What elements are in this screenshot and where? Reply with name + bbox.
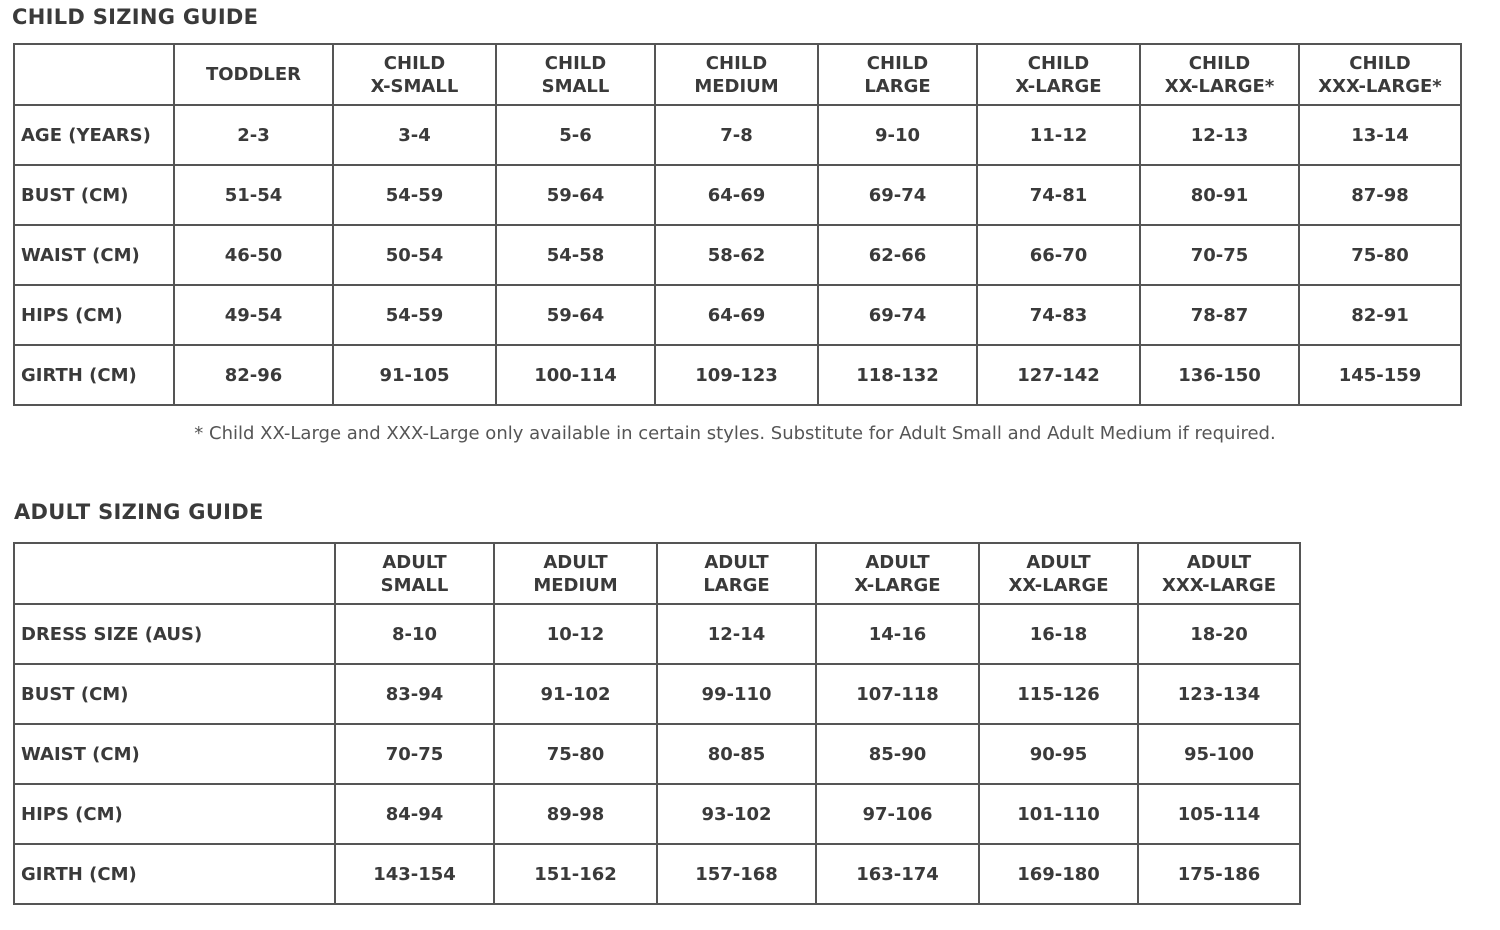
size-value-cell: 75-80 <box>494 724 657 784</box>
table-row <box>14 664 1300 724</box>
size-value-cell: 18-20 <box>1138 604 1300 664</box>
size-header-cell <box>977 44 1140 105</box>
header-line: ADULT <box>382 551 447 573</box>
size-value-cell: 85-90 <box>816 724 979 784</box>
header-line: X-SMALL <box>370 75 459 97</box>
row-label: AGE (YEARS) <box>14 105 174 165</box>
size-value-cell: 136-150 <box>1140 345 1299 405</box>
size-value-cell: 157-168 <box>657 844 816 904</box>
size-value-cell: 105-114 <box>1138 784 1300 844</box>
size-value-cell: 100-114 <box>496 345 655 405</box>
adult-sizing-table <box>13 542 1301 905</box>
header-line: CHILD <box>705 52 768 74</box>
table-row <box>14 105 1461 165</box>
size-value-cell: 90-95 <box>979 724 1138 784</box>
header-line: ADULT <box>1186 551 1252 573</box>
size-value-cell: 82-96 <box>174 345 333 405</box>
header-line: CHILD <box>866 52 929 74</box>
size-value-cell: 59-64 <box>496 285 655 345</box>
table-header-row <box>14 44 1461 105</box>
header-corner-cell <box>14 44 174 105</box>
header-line: CHILD <box>1188 52 1251 74</box>
row-label: WAIST (CM) <box>14 225 174 285</box>
header-line: CHILD <box>1349 52 1411 74</box>
size-value-cell: 58-62 <box>655 225 818 285</box>
size-value-cell: 82-91 <box>1299 285 1461 345</box>
header-line: TODDLER <box>205 64 302 85</box>
size-value-cell: 12-13 <box>1140 105 1299 165</box>
size-value-cell: 70-75 <box>335 724 494 784</box>
size-value-cell: 74-81 <box>977 165 1140 225</box>
size-value-cell: 59-64 <box>496 165 655 225</box>
size-value-cell: 66-70 <box>977 225 1140 285</box>
size-value-cell: 51-54 <box>174 165 333 225</box>
table-row <box>14 604 1300 664</box>
size-value-cell: 74-83 <box>977 285 1140 345</box>
header-line: LARGE <box>703 574 770 596</box>
size-value-cell: 84-94 <box>335 784 494 844</box>
size-value-cell: 69-74 <box>818 165 977 225</box>
header-line: MEDIUM <box>694 75 779 97</box>
header-line: LARGE <box>864 75 931 97</box>
size-value-cell: 2-3 <box>174 105 333 165</box>
size-value-cell: 54-58 <box>496 225 655 285</box>
size-value-cell: 118-132 <box>818 345 977 405</box>
size-value-cell: 163-174 <box>816 844 979 904</box>
size-value-cell: 64-69 <box>655 165 818 225</box>
table-row <box>14 285 1461 345</box>
size-header-cell <box>1299 44 1461 105</box>
header-line: XX-LARGE* <box>1164 75 1275 97</box>
size-value-cell: 69-74 <box>818 285 977 345</box>
header-line: MEDIUM <box>533 574 618 596</box>
table-row <box>14 784 1300 844</box>
size-value-cell: 80-85 <box>657 724 816 784</box>
size-value-cell: 9-10 <box>818 105 977 165</box>
size-value-cell: 145-159 <box>1299 345 1461 405</box>
size-header-cell <box>494 543 657 604</box>
size-value-cell: 62-66 <box>818 225 977 285</box>
size-header-cell <box>979 543 1138 604</box>
size-value-cell: 123-134 <box>1138 664 1300 724</box>
size-header-cell <box>655 44 818 105</box>
header-corner-cell <box>14 543 335 604</box>
size-value-cell: 8-10 <box>335 604 494 664</box>
size-header-cell <box>496 44 655 105</box>
size-value-cell: 54-59 <box>333 165 496 225</box>
size-header-cell <box>1138 543 1300 604</box>
header-line: XX-LARGE <box>1008 574 1109 596</box>
header-line: ADULT <box>865 551 930 573</box>
header-line: XXX-LARGE* <box>1318 75 1442 97</box>
header-line: SMALL <box>541 75 610 97</box>
adult-section-title: ADULT SIZING GUIDE <box>14 500 264 524</box>
size-value-cell: 7-8 <box>655 105 818 165</box>
size-value-cell: 54-59 <box>333 285 496 345</box>
size-value-cell: 169-180 <box>979 844 1138 904</box>
table-row <box>14 345 1461 405</box>
size-header-cell <box>335 543 494 604</box>
size-header-cell <box>333 44 496 105</box>
size-value-cell: 107-118 <box>816 664 979 724</box>
size-value-cell: 87-98 <box>1299 165 1461 225</box>
size-header-cell <box>657 543 816 604</box>
size-value-cell: 3-4 <box>333 105 496 165</box>
row-label: BUST (CM) <box>14 165 174 225</box>
size-value-cell: 89-98 <box>494 784 657 844</box>
header-line: CHILD <box>544 52 607 74</box>
size-value-cell: 12-14 <box>657 604 816 664</box>
header-line: SMALL <box>380 574 449 596</box>
size-value-cell: 95-100 <box>1138 724 1300 784</box>
size-value-cell: 75-80 <box>1299 225 1461 285</box>
header-line: X-LARGE <box>854 574 941 596</box>
size-value-cell: 101-110 <box>979 784 1138 844</box>
child-sizing-table <box>13 43 1462 406</box>
table-row <box>14 165 1461 225</box>
row-label: HIPS (CM) <box>14 285 174 345</box>
row-label: GIRTH (CM) <box>14 844 335 904</box>
size-value-cell: 80-91 <box>1140 165 1299 225</box>
table-header-row <box>14 543 1300 604</box>
size-value-cell: 50-54 <box>333 225 496 285</box>
size-value-cell: 97-106 <box>816 784 979 844</box>
size-value-cell: 10-12 <box>494 604 657 664</box>
header-line: CHILD <box>1027 52 1090 74</box>
footnote: * Child XX-Large and XXX-Large only available in certain styles. Substitute for Adult Small and Adult Medium if required. <box>194 423 1276 444</box>
size-header-cell <box>1140 44 1299 105</box>
header-line: ADULT <box>704 551 769 573</box>
size-value-cell: 5-6 <box>496 105 655 165</box>
size-value-cell: 70-75 <box>1140 225 1299 285</box>
size-value-cell: 115-126 <box>979 664 1138 724</box>
size-value-cell: 109-123 <box>655 345 818 405</box>
header-line: XXX-LARGE <box>1162 574 1276 596</box>
header-line: CHILD <box>383 52 446 74</box>
header-line: ADULT <box>543 551 608 573</box>
size-value-cell: 78-87 <box>1140 285 1299 345</box>
child-section-title: CHILD SIZING GUIDE <box>12 5 259 29</box>
size-value-cell: 46-50 <box>174 225 333 285</box>
size-value-cell: 127-142 <box>977 345 1140 405</box>
size-value-cell: 83-94 <box>335 664 494 724</box>
size-value-cell: 49-54 <box>174 285 333 345</box>
table-row <box>14 225 1461 285</box>
size-value-cell: 64-69 <box>655 285 818 345</box>
table-row <box>14 844 1300 904</box>
header-line: ADULT <box>1026 551 1091 573</box>
size-value-cell: 99-110 <box>657 664 816 724</box>
row-label: GIRTH (CM) <box>14 345 174 405</box>
size-value-cell: 91-102 <box>494 664 657 724</box>
size-value-cell: 91-105 <box>333 345 496 405</box>
row-label: HIPS (CM) <box>14 784 335 844</box>
header-line: X-LARGE <box>1015 75 1102 97</box>
size-value-cell: 16-18 <box>979 604 1138 664</box>
size-value-cell: 14-16 <box>816 604 979 664</box>
size-header-cell <box>818 44 977 105</box>
row-label: DRESS SIZE (AUS) <box>14 604 335 664</box>
size-header-cell <box>174 44 333 105</box>
table-row <box>14 724 1300 784</box>
size-value-cell: 11-12 <box>977 105 1140 165</box>
size-header-cell <box>816 543 979 604</box>
size-value-cell: 93-102 <box>657 784 816 844</box>
size-value-cell: 13-14 <box>1299 105 1461 165</box>
size-value-cell: 175-186 <box>1138 844 1300 904</box>
row-label: BUST (CM) <box>14 664 335 724</box>
size-value-cell: 151-162 <box>494 844 657 904</box>
row-label: WAIST (CM) <box>14 724 335 784</box>
size-value-cell: 143-154 <box>335 844 494 904</box>
